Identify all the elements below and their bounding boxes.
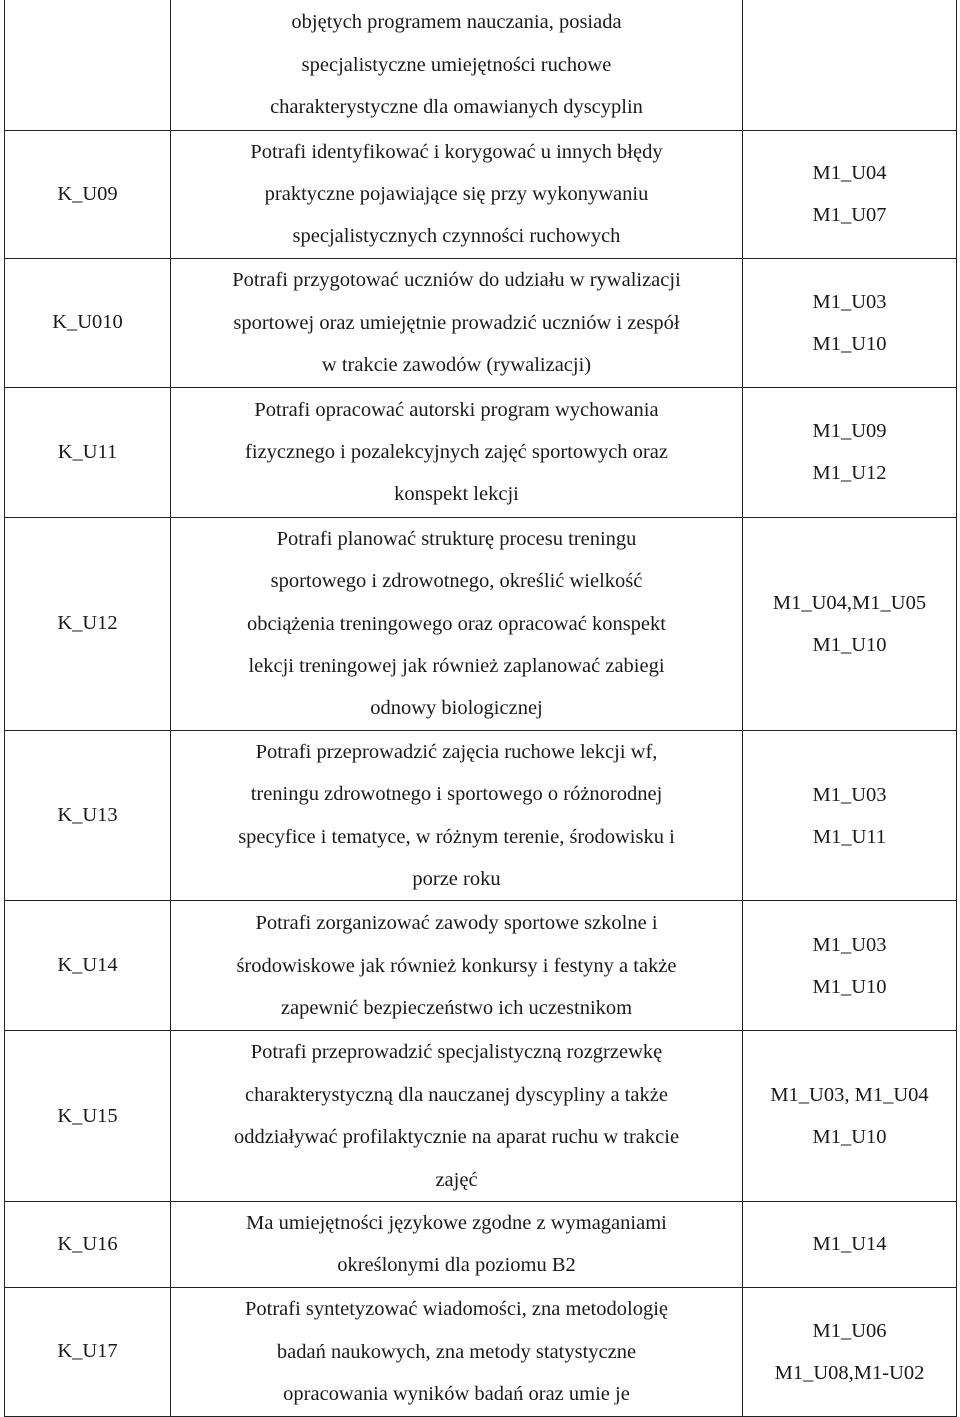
reference-codes [743, 517, 957, 730]
description-line: Potrafi przeprowadzić zajęcia ruchowe lekcji wf, [255, 740, 658, 763]
description-line: zajęć [435, 1168, 478, 1191]
learning-outcomes-table [4, 0, 957, 1417]
outcome-description [171, 387, 743, 517]
reference-code: M1_U14 [812, 1233, 887, 1256]
description-line: specyfice i tematyce, w różnym terenie, środowisku i [238, 825, 675, 848]
reference-codes [743, 1202, 957, 1288]
description-line: zapewnić bezpieczeństwo ich uczestnikom [280, 997, 633, 1020]
description-line: Ma umiejętności językowe zgodne z wymaganiami [246, 1212, 667, 1234]
description-line: fizycznego i pozalekcyjnych zajęć sportowych oraz [245, 441, 668, 464]
table-row [5, 130, 957, 258]
reference-code: M1_U08,M1-U02 [774, 1361, 925, 1384]
outcome-code: K_U17 [5, 1287, 171, 1416]
reference-code: M1_U10 [812, 332, 887, 355]
reference-codes [743, 901, 957, 1031]
outcome-description [171, 730, 743, 901]
description-line: praktyczne pojawiające się przy wykonywaniu [264, 182, 649, 205]
reference-codes [743, 387, 957, 517]
table-row [5, 517, 957, 730]
description-line: charakterystyczne dla omawianych dyscyplin [270, 95, 643, 118]
outcome-code: K_U13 [5, 730, 171, 901]
reference-code: M1_U06 [812, 1319, 887, 1342]
description-line: specjalistyczne umiejętności ruchowe [301, 53, 612, 76]
description-line: Potrafi przeprowadzić specjalistyczną rozgrzewkę [250, 1041, 663, 1064]
description-line: obciążenia treningowego oraz opracować konspekt [247, 612, 666, 635]
outcome-code [5, 0, 171, 130]
description-line: konspekt lekcji [394, 483, 519, 506]
reference-code: M1_U11 [812, 825, 887, 848]
description-line: specjalistycznych czynności ruchowych [292, 225, 621, 248]
description-line: Potrafi zorganizować zawody sportowe szkolne i [255, 912, 658, 935]
table-row [5, 0, 957, 130]
outcome-description [171, 1202, 743, 1288]
description-line: charakterystyczną dla nauczanej dyscypliny a także [245, 1083, 668, 1106]
reference-codes [743, 130, 957, 258]
outcome-description [171, 1287, 743, 1416]
outcome-description [171, 517, 743, 730]
outcome-code: K_U14 [5, 901, 171, 1031]
outcome-description [171, 901, 743, 1031]
reference-code: M1_U10 [812, 1126, 887, 1149]
reference-codes [743, 258, 957, 387]
description-line: Potrafi planować strukturę procesu treningu [276, 527, 637, 550]
reference-code: M1_U03 [812, 933, 887, 956]
description-line: badań naukowych, zna metody statystyczne [276, 1340, 637, 1363]
reference-code: M1_U04 [812, 162, 887, 185]
table-row [5, 1202, 957, 1288]
reference-code: M1_U12 [812, 462, 887, 485]
outcome-code: K_U16 [5, 1202, 171, 1288]
outcome-code: K_U15 [5, 1031, 171, 1202]
description-line: określonymi dla poziomu B2 [337, 1254, 576, 1277]
reference-code: M1_U03, M1_U04 [770, 1084, 929, 1107]
table-row [5, 258, 957, 387]
table-row [5, 387, 957, 517]
table-row [5, 1031, 957, 1202]
outcome-description [171, 258, 743, 387]
outcome-description [171, 1031, 743, 1202]
reference-code: M1_U03 [812, 290, 887, 313]
description-line: środowiskowe jak również konkursy i festyny a także [236, 954, 677, 977]
description-line: opracowania wyników badań oraz umie je [283, 1383, 630, 1406]
description-line: Potrafi opracować autorski program wychowania [254, 398, 659, 421]
reference-code: M1_U10 [812, 633, 887, 656]
description-line: sportowej oraz umiejętnie prowadzić uczniów i zespół [233, 311, 680, 334]
reference-codes [743, 0, 957, 130]
reference-code: M1_U09 [812, 420, 887, 443]
description-line: sportowego i zdrowotnego, określić wielkość [270, 570, 643, 593]
table-row [5, 1287, 957, 1416]
reference-codes [743, 1031, 957, 1202]
description-line: Potrafi syntetyzować wiadomości, zna metodologię [245, 1298, 668, 1321]
outcome-code: K_U010 [5, 258, 171, 387]
table-row [5, 901, 957, 1031]
description-line: lekcji treningowej jak również zaplanować zabiegi [248, 654, 665, 677]
reference-codes [743, 1287, 957, 1416]
description-line: odnowy biologicznej [370, 697, 543, 720]
outcome-code: K_U12 [5, 517, 171, 730]
description-line: Potrafi identyfikować i korygować u innych błędy [250, 140, 663, 163]
outcome-code: K_U09 [5, 130, 171, 258]
description-line: oddziaływać profilaktycznie na aparat ruchu w trakcie [233, 1126, 680, 1149]
description-line: treningu zdrowotnego i sportowego o różnorodnej [250, 783, 663, 806]
reference-code: M1_U10 [812, 975, 887, 998]
reference-codes [743, 730, 957, 901]
description-line: Potrafi przygotować uczniów do udziału w rywalizacji [232, 269, 681, 292]
reference-code: M1_U03 [812, 783, 887, 806]
description-line: porze roku [412, 867, 501, 890]
table-row [5, 730, 957, 901]
outcome-description [171, 0, 743, 130]
description-line: objętych programem nauczania, posiada [291, 11, 622, 34]
reference-code: M1_U07 [812, 204, 887, 227]
outcome-description [171, 130, 743, 258]
outcome-code: K_U11 [5, 387, 171, 517]
reference-code: M1_U04,M1_U05 [772, 591, 927, 614]
description-line: w trakcie zawodów (rywalizacji) [321, 353, 592, 376]
